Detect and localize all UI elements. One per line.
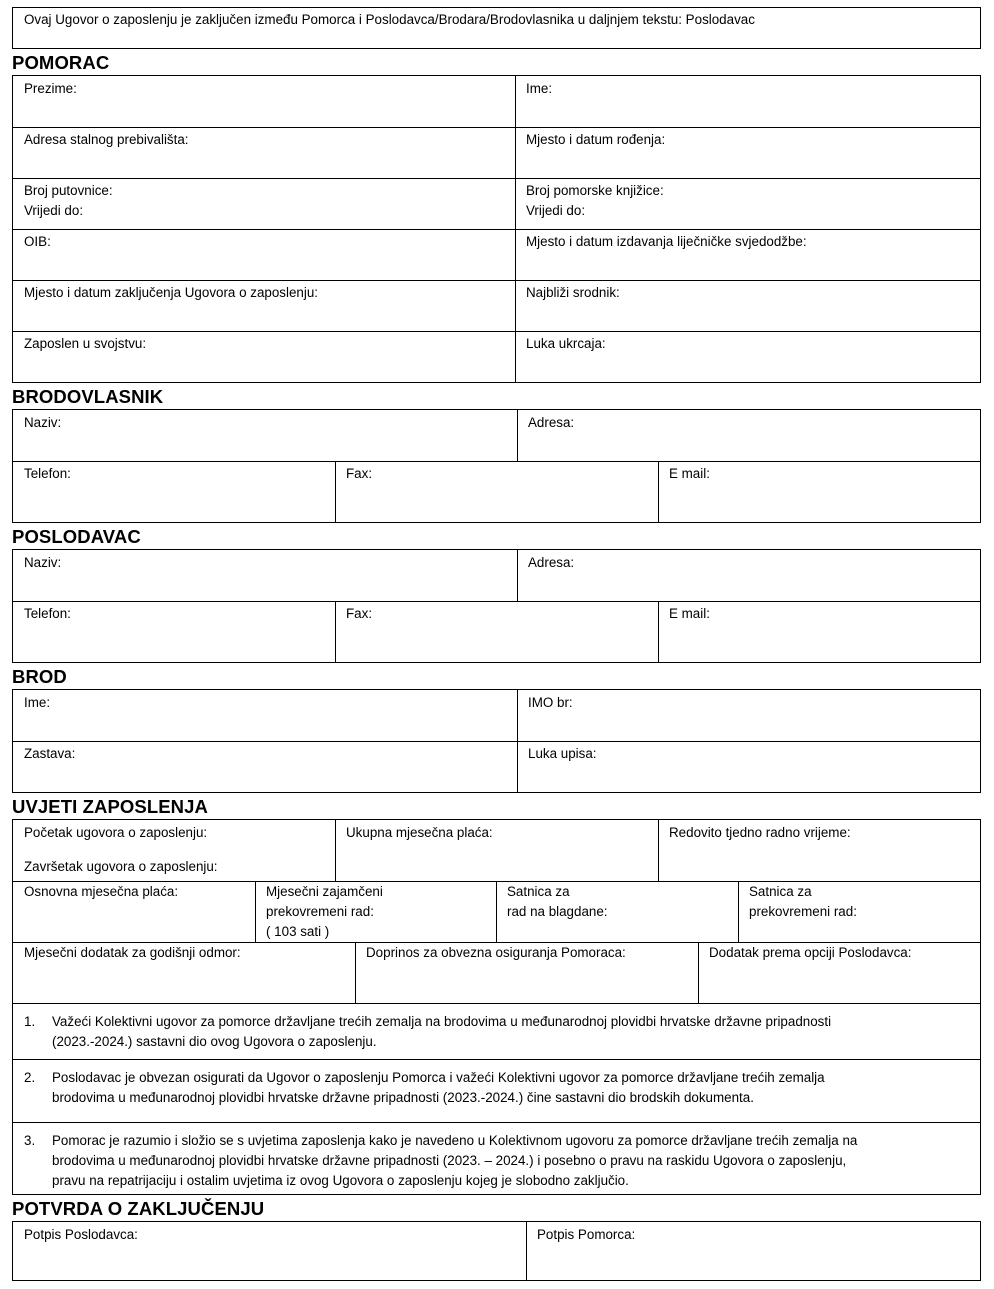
pocetak-ugovora-field[interactable]	[13, 820, 218, 881]
doprinos-field[interactable]: Doprinos za obvezna osiguranja Pomoraca:	[366, 945, 626, 960]
clause-line: brodovima u međunarodnoj plovidbi hrvatske državne pripadnosti (2023.-2024.) čine sastavni dio brodskih dokumenta.	[52, 1090, 754, 1105]
potpis-poslodavca-field[interactable]: Potpis Poslodavca:	[24, 1227, 138, 1242]
brodovlasnik-naziv-field[interactable]: Naziv:	[24, 415, 62, 430]
srodnik-field[interactable]: Najbliži srodnik:	[526, 285, 620, 300]
putovnica-vrijedi-label: Vrijedi do:	[24, 203, 84, 218]
intro-box	[12, 7, 981, 49]
clause-1	[12, 1003, 980, 1052]
svjedodzba-field[interactable]: Mjesto i datum izdavanja liječničke svjedodžbe:	[526, 234, 807, 249]
poslodavac-naziv-field[interactable]: Naziv:	[24, 555, 62, 570]
zajamceni-label-1: Mjesečni zajamčeni	[266, 884, 383, 899]
intro-text: Ovaj Ugovor o zaposlenju je zaključen između Pomorca i Poslodavca/Brodara/Brodovlasnika u daljnjem tekstu: Poslodavac	[24, 12, 755, 27]
potpis-pomorca-field[interactable]: Potpis Pomorca:	[537, 1227, 636, 1242]
dodatak-field[interactable]: Dodatak prema opciji Poslodavca:	[709, 945, 912, 960]
poslodavac-email-field[interactable]: E mail:	[669, 606, 710, 621]
potvrda-table	[12, 1221, 981, 1281]
section-title-brodovlasnik: BRODOVLASNIK	[12, 386, 164, 407]
putovnica-field[interactable]	[13, 178, 113, 221]
satnica-prekovremeni-field[interactable]	[738, 881, 857, 922]
clause-line: pravu na repatrijaciju i ostalim uvjetima iz ovog Ugovora o zaposlenju kojeg je slobodno zaključio.	[52, 1173, 629, 1188]
svojstvo-field[interactable]: Zaposlen u svojstvu:	[24, 336, 147, 351]
zajamceni-rad-field[interactable]	[255, 881, 383, 942]
putovnica-label: Broj putovnice:	[24, 183, 113, 198]
pocetak-label: Početak ugovora o zaposlenju:	[24, 825, 208, 840]
pomorac-table	[12, 75, 981, 383]
poslodavac-fax-field[interactable]: Fax:	[346, 606, 373, 621]
godisnji-odmor-field[interactable]: Mjesečni dodatak za godišnji odmor:	[24, 945, 241, 960]
brodovlasnik-table	[12, 409, 981, 523]
ukupna-placa-field[interactable]: Ukupna mjesečna plaća:	[346, 825, 493, 840]
brodovlasnik-fax-field[interactable]: Fax:	[346, 466, 373, 481]
zajamceni-label-3: ( 103 sati )	[266, 924, 330, 939]
brod-zastava-field[interactable]: Zastava:	[24, 746, 76, 761]
ime-field[interactable]: Ime:	[526, 81, 553, 96]
poslodavac-table	[12, 549, 981, 663]
prekovremeni-label-1: Satnica za	[749, 884, 812, 899]
radno-vrijeme-field[interactable]: Redovito tjedno radno vrijeme:	[669, 825, 851, 840]
poslodavac-telefon-field[interactable]: Telefon:	[24, 606, 71, 621]
clause-number: 3.	[24, 1133, 36, 1148]
clause-line: Važeći Kolektivni ugovor za pomorce državljane trećih zemalja na brodovima u međunarodnoj plovidbi hrvatske državne pripadnosti	[52, 1014, 832, 1029]
clause-line: (2023.-2024.) sastavni dio ovog Ugovora o zaposlenju.	[52, 1034, 377, 1049]
brod-ime-field[interactable]: Ime:	[24, 695, 51, 710]
brod-table	[12, 689, 981, 793]
zavrsetak-label: Završetak ugovora o zaposlenju:	[24, 859, 218, 874]
clause-number: 1.	[24, 1014, 36, 1029]
brodovlasnik-telefon-field[interactable]: Telefon:	[24, 466, 71, 481]
clause-line: Poslodavac je obvezan osigurati da Ugovor o zaposlenju Pomorca i važeći Kolektivni ugovor za pomorce državljane trećih zemalja	[52, 1070, 825, 1085]
prezime-field[interactable]: Prezime:	[24, 81, 77, 96]
osnovna-placa-field[interactable]: Osnovna mjesečna plaća:	[24, 884, 179, 899]
clause-line: Pomorac je razumio i složio se s uvjetima zaposlenja kako je navedeno u Kolektivnom ugovoru za pomorce državljane trećih zemalja na	[52, 1133, 858, 1148]
brodovlasnik-adresa-field[interactable]: Adresa:	[528, 415, 575, 430]
oib-field[interactable]: OIB:	[24, 234, 51, 249]
section-title-uvjeti: UVJETI ZAPOSLENJA	[12, 796, 208, 817]
knjizica-label: Broj pomorske knjižice:	[526, 183, 664, 198]
section-title-potvrda: POTVRDA O ZAKLJUČENJU	[12, 1198, 265, 1219]
clause-number: 2.	[24, 1070, 36, 1085]
brod-imo-field[interactable]: IMO br:	[528, 695, 573, 710]
clause-line: brodovima u međunarodnoj plovidbi hrvatske državne pripadnosti (2023. – 2024.) i posebno o pravu na raskidu Ugovora o zaposlenju,	[52, 1153, 847, 1168]
ukrcaj-field[interactable]: Luka ukrcaja:	[526, 336, 606, 351]
zakljucenje-field[interactable]: Mjesto i datum zaključenja Ugovora o zaposlenju:	[24, 285, 319, 300]
knjizica-field[interactable]	[515, 178, 664, 221]
poslodavac-adresa-field[interactable]: Adresa:	[528, 555, 575, 570]
mjesto-rodjenja-field[interactable]: Mjesto i datum rođenja:	[526, 132, 666, 147]
satnica-blagdani-field[interactable]	[496, 881, 608, 922]
brod-luka-upisa-field[interactable]: Luka upisa:	[528, 746, 597, 761]
brodovlasnik-email-field[interactable]: E mail:	[669, 466, 710, 481]
section-title-poslodavac: POSLODAVAC	[12, 526, 141, 547]
adresa-field[interactable]: Adresa stalnog prebivališta:	[24, 132, 189, 147]
knjizica-vrijedi-label: Vrijedi do:	[526, 203, 586, 218]
prekovremeni-label-2: prekovremeni rad:	[749, 904, 857, 919]
blagdani-label-2: rad na blagdane:	[507, 904, 608, 919]
section-title-brod: BROD	[12, 666, 67, 687]
clause-3	[12, 1122, 980, 1191]
zajamceni-label-2: prekovremeni rad:	[266, 904, 374, 919]
section-title-pomorac: POMORAC	[12, 52, 110, 73]
clause-2	[12, 1059, 980, 1108]
blagdani-label-1: Satnica za	[507, 884, 570, 899]
